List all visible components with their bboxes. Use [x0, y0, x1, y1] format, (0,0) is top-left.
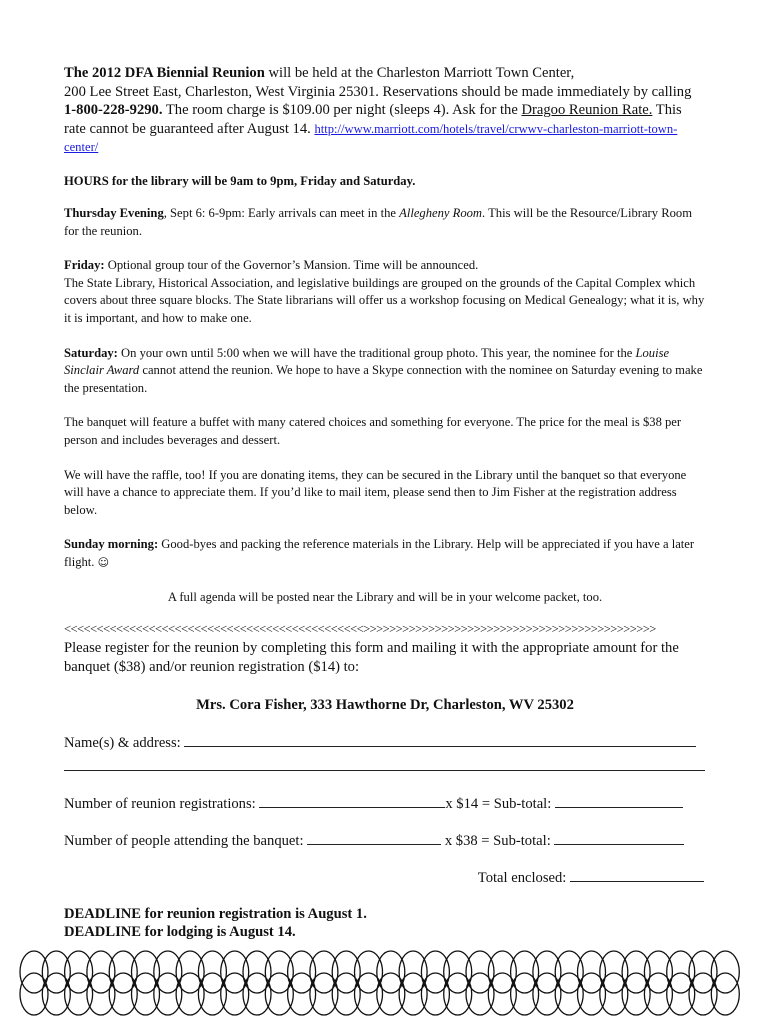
marriott-link[interactable]: http://www.marriott.com/hotels/travel/crwwv-charleston-marriott-town-center/ — [64, 121, 678, 154]
border-loop — [711, 973, 739, 1015]
banquet-calc: x $38 = Sub-total: — [441, 832, 551, 849]
names-label: Name(s) & address: — [64, 734, 181, 751]
border-loop — [689, 973, 717, 1015]
border-loop — [600, 973, 628, 1015]
border-loop — [221, 973, 249, 1015]
border-loop — [42, 973, 70, 1015]
border-loop — [667, 951, 695, 993]
border-loop — [555, 973, 583, 1015]
border-loop — [42, 951, 70, 993]
decorative-loop-border — [18, 950, 754, 1016]
reunion-label: Number of reunion registrations: — [64, 795, 256, 812]
sunday-paragraph: Sunday morning: Good-byes and packing the reference materials in the Library. Help will be appreciated if you have a later flight. ☺ — [64, 537, 695, 569]
border-loop — [65, 973, 93, 1015]
banquet-paragraph: The banquet will feature a buffet with many catered choices and something for everyone. The price for the meal is $38 per person and includes beverages and dessert. — [64, 415, 682, 448]
thursday-paragraph: Thursday Evening, Sept 6: 6-9pm: Early arrivals can meet in the Allegheny Room. This will be the Resource/Library Room for the reunion. — [64, 206, 692, 238]
flyer-page — [64, 64, 706, 941]
border-loop — [265, 973, 293, 1015]
border-loop — [622, 951, 650, 993]
border-loop — [600, 951, 628, 993]
banquet-count-line[interactable] — [307, 830, 441, 845]
border-loop — [488, 951, 516, 993]
border-loop — [154, 951, 182, 993]
divider-line: <<<<<<<<<<<<<<<<<<<<<<<<<<<<<<<<<<<<<<<<<<<<<<>>>>>>>>>>>>>>>>>>>>>>>>>>>>>>>>>>>>>>>>>>>>> — [64, 622, 656, 637]
border-loop — [533, 951, 561, 993]
border-loop — [377, 951, 405, 993]
border-loop — [109, 951, 137, 993]
reunion-calc: x $14 = Sub-total: — [445, 795, 552, 812]
border-loop — [87, 973, 115, 1015]
saturday-paragraph: Saturday: On your own until 5:00 when we will have the traditional group photo. This year, the nominee for the Louise Sinclair Award cannot attend the reunion. We hope to have a Skype connection with the nominee on Saturday evening to make the presentation. — [64, 345, 703, 395]
border-loop — [355, 951, 383, 993]
border-loop — [243, 951, 271, 993]
border-loop — [667, 973, 695, 1015]
border-loop — [355, 973, 383, 1015]
border-loop — [87, 951, 115, 993]
border-loop — [332, 973, 360, 1015]
border-loop — [20, 951, 48, 993]
friday-paragraph: Friday: Optional group tour of the Governor’s Mansion. Time will be announced. The State Library, Historical Association, and legislative buildings are grouped on the grounds of the Capital Complex which covers about three square blocks. The State librarians will offer us a workshop focusing on Medical Genealogy; what it is, why it is important, and how to make one. — [64, 258, 705, 326]
border-loop — [622, 973, 650, 1015]
banquet-subtotal-line[interactable] — [554, 830, 684, 845]
reunion-count-line[interactable] — [259, 793, 445, 808]
mailing-address: Mrs. Cora Fisher, 333 Hawthorne Dr, Charleston, WV 25302 — [196, 697, 574, 714]
border-loop — [421, 973, 449, 1015]
border-loop — [466, 973, 494, 1015]
border-loop — [644, 973, 672, 1015]
border-loop — [221, 951, 249, 993]
border-loop — [399, 951, 427, 993]
border-loop — [399, 973, 427, 1015]
border-loop — [511, 973, 539, 1015]
deadline-registration: DEADLINE for reunion registration is August 1. — [64, 905, 367, 922]
border-loop — [176, 973, 204, 1015]
border-loop — [689, 951, 717, 993]
border-loop — [444, 973, 472, 1015]
names-row — [64, 732, 706, 752]
border-loop — [288, 973, 316, 1015]
border-loop — [288, 951, 316, 993]
address-row — [64, 756, 706, 776]
border-loop — [466, 951, 494, 993]
border-loop — [578, 973, 606, 1015]
border-loop — [154, 973, 182, 1015]
library-hours: HOURS for the library will be 9am to 9pm, Friday and Saturday. — [64, 173, 416, 188]
border-loop — [444, 951, 472, 993]
total-label: Total enclosed: — [477, 869, 567, 886]
agenda-note: A full agenda will be posted near the Library and will be in your welcome packet, too. — [167, 589, 603, 604]
deadline-lodging: DEADLINE for lodging is August 14. — [64, 923, 296, 940]
border-loop — [711, 951, 739, 993]
banquet-row — [64, 830, 706, 850]
reunion-title: The 2012 DFA Biennial Reunion — [64, 65, 265, 81]
total-line[interactable] — [570, 867, 704, 882]
border-loop — [421, 951, 449, 993]
border-loop — [377, 973, 405, 1015]
border-loop — [176, 951, 204, 993]
border-loop — [265, 951, 293, 993]
reunion-subtotal-line[interactable] — [555, 793, 683, 808]
banquet-label: Number of people attending the banquet: — [64, 832, 304, 849]
award-name: Louise Sinclair Award — [64, 345, 670, 378]
address-input-line[interactable] — [64, 756, 705, 771]
total-row — [64, 867, 706, 887]
names-input-line[interactable] — [184, 732, 696, 747]
intro-paragraph: The 2012 DFA Biennial Reunion will be held at the Charleston Marriott Town Center, 200 Lee Street East, Charleston, West Virginia 25301. Reservations should be made immediately by calling 1-800-228-9290. The room charge is $109.00 per night (sleeps 4). Ask for the Dragoo Reunion Rate. This rate cannot be guaranteed after August 14. http://www.marriott.com/hotels/travel/crwwv-charleston-marriott-town-center/ — [64, 65, 692, 154]
border-loop — [644, 951, 672, 993]
border-loop — [65, 951, 93, 993]
reservation-phone: 1-800-228-9290. — [64, 102, 163, 118]
smiley-icon: ☺ — [97, 556, 110, 569]
border-loop — [198, 973, 226, 1015]
border-loop — [555, 951, 583, 993]
border-loop — [132, 951, 160, 993]
border-loop — [243, 973, 271, 1015]
border-loop — [109, 973, 137, 1015]
border-loop — [332, 951, 360, 993]
hotel-address: 200 Lee Street East, Charleston, West Virginia 25301. — [64, 83, 379, 100]
rate-name: Dragoo Reunion Rate. — [521, 102, 653, 118]
border-loop — [533, 973, 561, 1015]
allegheny-room: Allegheny Room — [399, 206, 483, 221]
border-loop — [310, 973, 338, 1015]
border-loop — [488, 973, 516, 1015]
border-loop — [511, 951, 539, 993]
border-loop — [20, 973, 48, 1015]
border-loop — [310, 951, 338, 993]
border-loop — [578, 951, 606, 993]
register-instructions: Please register for the reunion by completing this form and mailing it with the appropriate amount for the banquet ($38) and/or reunion registration ($14) to: — [64, 640, 679, 675]
border-loop — [198, 951, 226, 993]
reunion-row — [64, 793, 706, 813]
border-loop — [132, 973, 160, 1015]
raffle-paragraph: We will have the raffle, too! If you are donating items, they can be secured in the Library until the banquet so that everyone will have a chance to appreciate them. If you’d like to mail item, please send then to Jim Fisher at the registration address below. — [64, 467, 687, 517]
